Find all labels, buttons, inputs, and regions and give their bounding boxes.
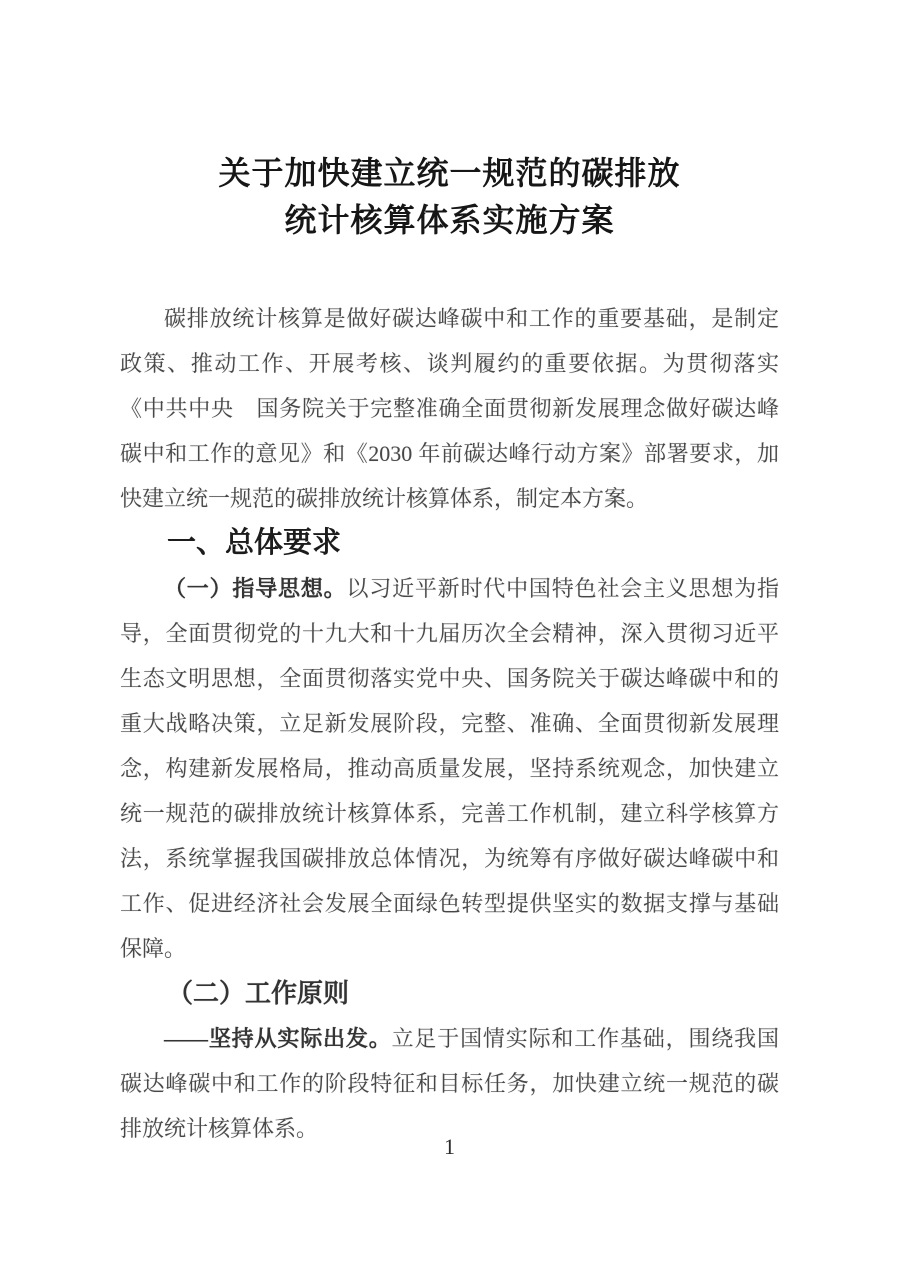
heading-working-principles: （二）工作原则	[167, 979, 350, 1008]
paragraph-guiding-ideology	[120, 566, 779, 971]
paragraph-intro-text: 碳排放统计核算是做好碳达峰碳中和工作的重要基础，是制定政策、推动工作、开展考核、谈判履约的重要依据。为贯彻落实《中共中央 国务院关于完整准确全面贯彻新发展理念做好碳达峰碳中和工作的意见》和《2030 年前碳达峰行动方案》部署要求，加快建立统一规范的碳排放统计核算体系，制定本方案。	[120, 306, 779, 511]
document-content	[120, 0, 779, 1151]
paragraph-intro	[120, 296, 779, 521]
paragraph-proceed-from-reality-lead: ——坚持从实际出发。	[164, 1026, 392, 1051]
paragraph-guiding-ideology-lead: （一）指导思想。	[164, 576, 347, 601]
title-line-1: 关于加快建立统一规范的碳排放	[218, 155, 681, 191]
paragraph-guiding-ideology-text: 以习近平新时代中国特色社会主义思想为指导，全面贯彻党的十九大和十九届历次全会精神，深入贯彻习近平生态文明思想，全面贯彻落实党中央、国务院关于碳达峰碳中和的重大战略决策，立足新发展阶段，完整、准确、全面贯彻新发展理念，构建新发展格局，推动高质量发展，坚持系统观念，加快建立统一规范的碳排放统计核算体系，完善工作机制，建立科学核算方法，系统掌握我国碳排放总体情况，为统筹有序做好碳达峰碳中和工作、促进经济社会发展全面绿色转型提供坚实的数据支撑与基础保障。	[120, 576, 779, 961]
paragraph-proceed-from-reality	[120, 1016, 779, 1151]
heading-overall-requirements: 一、总体要求	[167, 527, 342, 559]
paragraph-proceed-from-reality-text: 立足于国情实际和工作基础，围绕我国碳达峰碳中和工作的阶段特征和目标任务，加快建立统一规范的碳排放统计核算体系。	[120, 1026, 779, 1141]
document-title	[120, 150, 779, 244]
page-number: 1	[444, 1134, 455, 1159]
title-line-2: 统计核算体系实施方案	[284, 202, 615, 238]
